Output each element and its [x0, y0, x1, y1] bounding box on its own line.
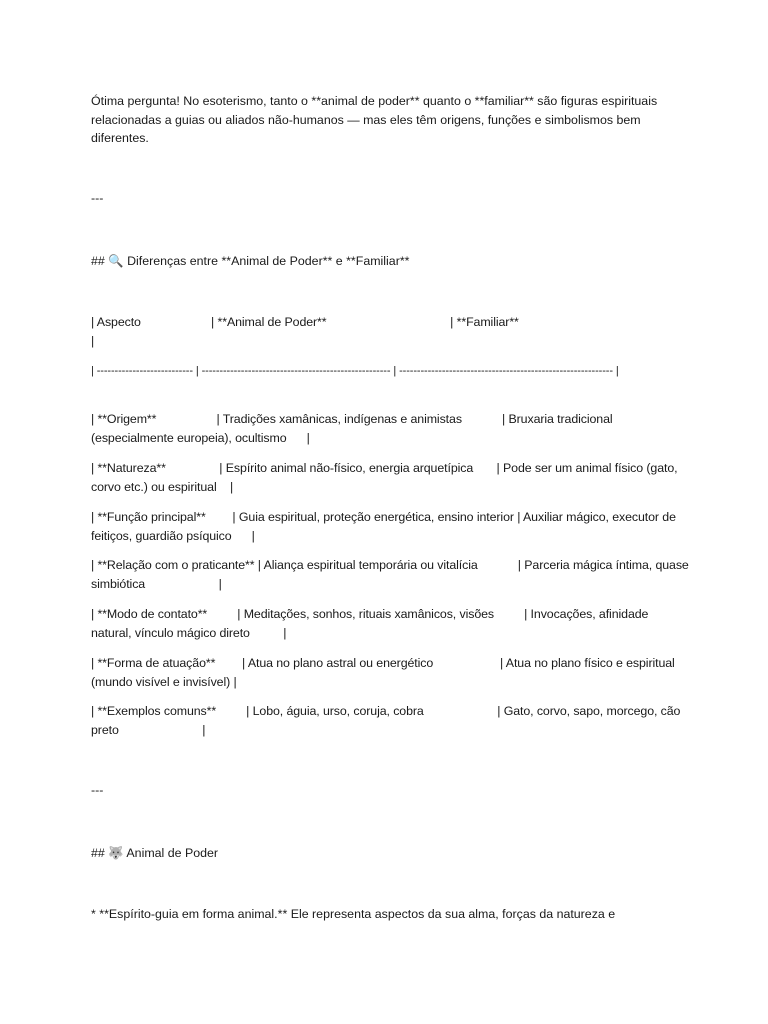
- table-row: | **Natureza** | Espírito animal não-físico, energia arquetípica | Pode ser um animal físico (gato, corvo etc.) ou espiritual |: [91, 461, 681, 494]
- table-row: | **Forma de atuação** | Atua no plano astral ou energético | Atua no plano físico e espiritual (mundo visível e invisível) |: [91, 656, 679, 689]
- table-row: | **Relação com o praticante** | Aliança espiritual temporária ou vitalícia | Parceria mágica íntima, quase simbiótica |: [91, 558, 693, 591]
- section-heading: ## 🐺 Animal de Poder: [91, 846, 219, 860]
- intro-paragraph: Ótima pergunta! No esoterismo, tanto o **animal de poder** quanto o **familiar** são figuras espirituais relacionadas a guias ou aliados não-humanos — mas eles têm origens, funções e simbolismos bem diferentes.: [91, 94, 661, 145]
- bullet-item: * **Espírito-guia em forma animal.** Ele representa aspectos da sua alma, forças da natureza e: [91, 907, 616, 921]
- separator: ---: [91, 191, 104, 205]
- table-row: | **Modo de contato** | Meditações, sonhos, rituais xamânicos, visões | Invocações, afinidade natural, vínculo mágico direto |: [91, 607, 652, 640]
- table-divider-row: | --------------------------- | ----------------------------------------------------- | ------------------------------------------------------------ |: [91, 365, 619, 377]
- table-header-row: | Aspecto | **Animal de Poder** | **Familiar** |: [91, 315, 519, 348]
- table-row: | **Exemplos comuns** | Lobo, águia, urso, coruja, cobra | Gato, corvo, sapo, morcego, cão preto |: [91, 704, 684, 737]
- section-heading: ## 🔍 Diferenças entre **Animal de Poder** e **Familiar**: [91, 254, 410, 268]
- separator: ---: [91, 783, 104, 797]
- table-row: | **Função principal** | Guia espiritual, proteção energética, ensino interior | Auxiliar mágico, executor de feitiços, guardião psíquico |: [91, 510, 680, 543]
- table-row: | **Origem** | Tradições xamânicas, indígenas e animistas | Bruxaria tradicional (especialmente europeia), ocultismo |: [91, 412, 616, 445]
